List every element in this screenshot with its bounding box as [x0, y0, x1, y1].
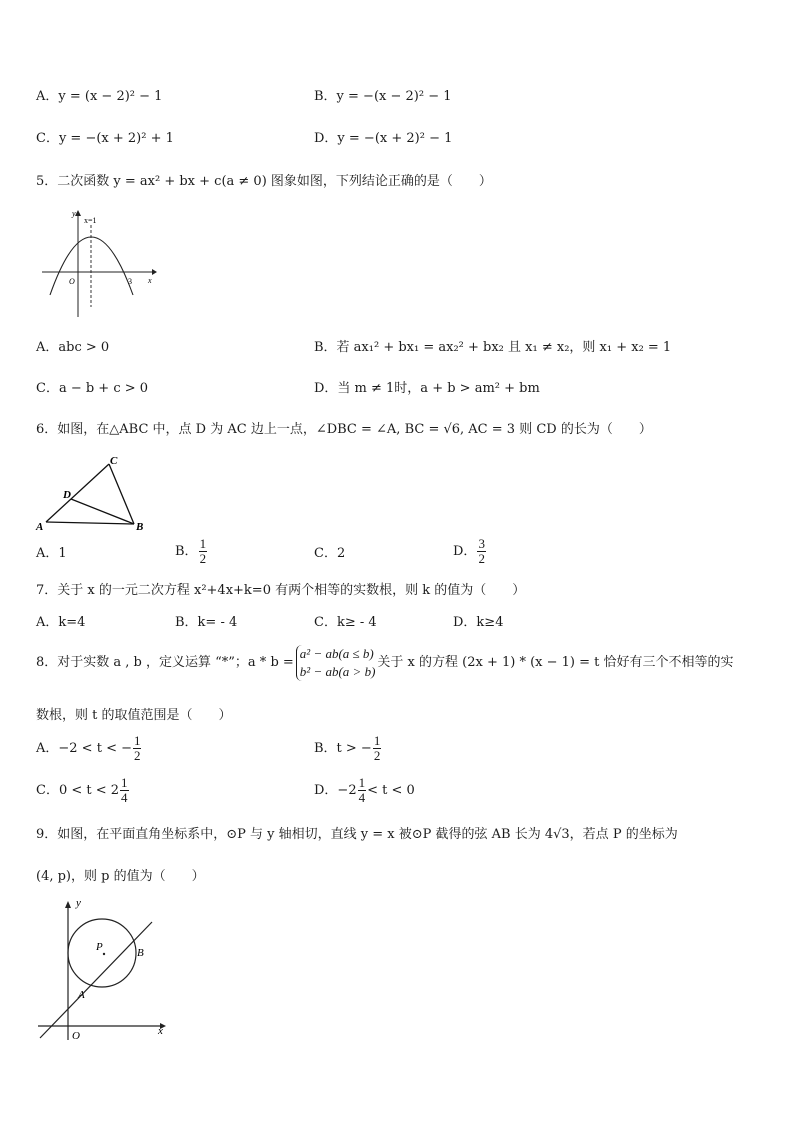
- q8-cases: a² − ab(a ≤ b) b² − ab(a > b): [296, 645, 376, 681]
- point-p-label: P: [96, 941, 103, 953]
- q6-stem: 6．如图，在△ABC 中，点 D 为 AC 边上一点，∠DBC = ∠A, BC = √6, AC = 3 则 CD 的长为（ ）: [36, 422, 652, 437]
- point-a-label: A: [78, 989, 85, 1001]
- q7-stem: 7．关于 x 的一元二次方程 x²+4x+k=0 有两个相等的实数根，则 k 的值为（ ）: [36, 583, 526, 598]
- y-label: y: [72, 209, 76, 218]
- point-b-label: B: [137, 947, 144, 959]
- q6-option-b: B． $\frac{1}{2}$: [175, 536, 207, 566]
- q7-option-c: C．k≥ - 4: [314, 615, 377, 630]
- q4-option-a: A．y = (x − 2)² − 1: [36, 89, 163, 104]
- q6-triangle-figure: [34, 452, 164, 534]
- q8-option-d: D．−2 $\frac{1}{4}$ < t < 0: [314, 775, 415, 805]
- x-label: x: [158, 1025, 163, 1037]
- q7-option-a: A．k=4: [36, 615, 86, 630]
- side-ac: [46, 464, 109, 522]
- q7-option-b: B．k= - 4: [175, 615, 238, 630]
- q5-option-a: A．abc > 0: [36, 340, 110, 355]
- circle-p: [68, 919, 136, 987]
- point-d-label: D: [63, 489, 71, 501]
- q6-option-d: D． $\frac{3}{2}$: [453, 536, 485, 566]
- parabola-curve: [50, 237, 133, 295]
- q8-stem: 8．对于实数 a , b ，定义运算 “*”；a * b = a² − ab(a ≤ b) b² − ab(a > b) 关于 x 的方程 (2x + 1) * (x − 1) = t 恰好有三个不相等的实: [36, 646, 734, 679]
- side-ab: [46, 522, 134, 524]
- origin-label: O: [69, 277, 75, 286]
- center-point-p: [103, 953, 105, 955]
- q5-parabola-figure: [38, 207, 162, 319]
- line-y-equals-x: [40, 922, 152, 1038]
- three-label: 3: [128, 277, 132, 286]
- q6-option-a: A．1: [36, 546, 67, 561]
- q5-stem: 5．二次函数 y = ax² + bx + c(a ≠ 0) 图象如图，下列结论正确的是（ ）: [36, 174, 492, 189]
- axis-label: x=1: [84, 216, 97, 225]
- q4-option-b: B．y = −(x − 2)² − 1: [314, 89, 452, 104]
- x-label: x: [148, 276, 152, 285]
- q4-option-d: D．y = −(x + 2)² − 1: [314, 131, 453, 146]
- q8-option-a: A．−2 < t < − $\frac{1}{2}$: [36, 733, 141, 763]
- q6-option-c: C．2: [314, 546, 346, 561]
- q5-option-b: B．若 ax₁² + bx₁ = ax₂² + bx₂ 且 x₁ ≠ x₂，则 x₁ + x₂ = 1: [314, 340, 672, 355]
- q4-option-c: C．y = −(x + 2)² + 1: [36, 131, 174, 146]
- point-b-label: B: [136, 521, 144, 533]
- origin-label: O: [72, 1030, 80, 1042]
- q9-stem: 9．如图，在平面直角坐标系中，⊙P 与 y 轴相切，直线 y = x 被⊙P 截得的弦 AB 长为 4√3，若点 P 的坐标为: [36, 827, 678, 842]
- q9-stem-line2: (4, p)，则 p 的值为（ ）: [36, 869, 205, 884]
- q8-option-b: B．t > − $\frac{1}{2}$: [314, 733, 381, 763]
- y-label: y: [76, 898, 81, 909]
- q8-stem-line2: 数根，则 t 的取值范围是（ ）: [36, 708, 232, 723]
- q8-option-c: C．0 < t < 2 $\frac{1}{4}$: [36, 775, 128, 805]
- q7-option-d: D．k≥4: [453, 615, 504, 630]
- point-a-label: A: [36, 521, 44, 533]
- q9-circle-figure: [34, 898, 180, 1046]
- q5-option-c: C．a − b + c > 0: [36, 381, 149, 396]
- q5-option-d: D．当 m ≠ 1时，a + b > am² + bm: [314, 381, 540, 396]
- point-c-label: C: [110, 455, 118, 467]
